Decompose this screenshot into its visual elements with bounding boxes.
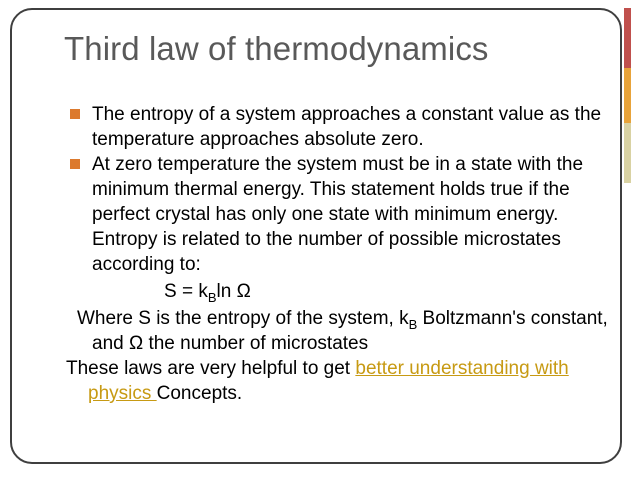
accent-bar-red xyxy=(624,8,631,68)
accent-bar-orange xyxy=(624,68,631,123)
slide-title: Third law of thermodynamics xyxy=(64,30,489,67)
physics-concepts-link[interactable]: better understanding with physics xyxy=(88,358,569,404)
bullet-item-entropy-approaches-constant xyxy=(70,102,610,152)
formula-rhs: ln Ω xyxy=(216,281,251,302)
explanation-suffix: Boltzmann's constant, and Ω the number of microstates xyxy=(92,308,608,354)
accent-bar-tan xyxy=(624,123,631,183)
closing-suffix: Concepts. xyxy=(156,383,243,404)
slide-content xyxy=(66,102,610,406)
explanation-subscript: B xyxy=(408,316,418,332)
formula-subscript: B xyxy=(207,289,217,305)
bullet-text: At zero temperature the system must be in a state with the minimum thermal energy. This statement holds true if the perfect crystal has only one state with minimum energy. Entropy is related to the number of possible microstates according to: xyxy=(92,154,584,275)
square-bullet-icon xyxy=(70,109,80,119)
square-bullet-icon xyxy=(70,159,80,169)
entropy-formula xyxy=(70,279,610,304)
closing-statement xyxy=(66,356,610,406)
decorative-accent-bar xyxy=(624,8,632,183)
formula-lhs: S = k xyxy=(164,281,208,302)
explanation-prefix: Where S is the entropy of the system, k xyxy=(77,308,409,329)
bullet-text: The entropy of a system approaches a constant value as the temperature approaches absolute zero. xyxy=(92,104,602,150)
bullet-item-zero-temperature xyxy=(70,152,610,277)
formula-explanation xyxy=(70,306,610,356)
closing-prefix: These laws are very helpful to get xyxy=(66,358,356,379)
